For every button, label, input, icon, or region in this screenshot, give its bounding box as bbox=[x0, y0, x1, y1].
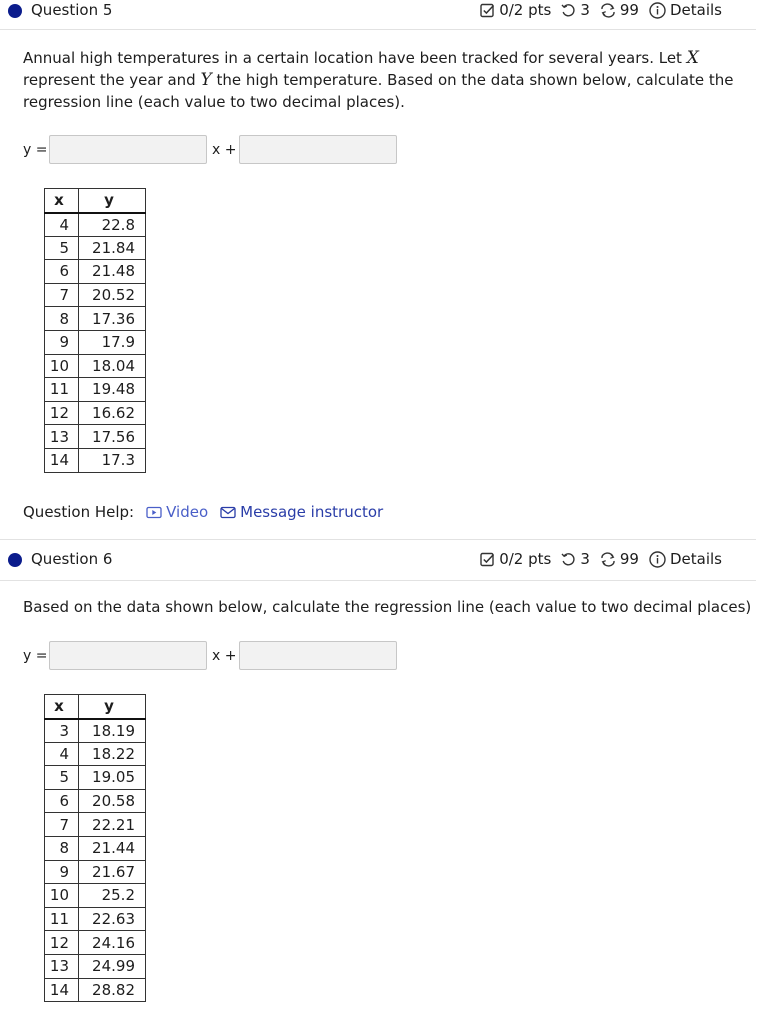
table-row bbox=[45, 425, 146, 449]
table-row bbox=[45, 236, 146, 260]
column-header-x: x bbox=[45, 695, 79, 719]
cell-x: 8 bbox=[45, 307, 79, 331]
slope-input[interactable] bbox=[49, 641, 207, 670]
video-link[interactable] bbox=[146, 503, 208, 521]
cell-y: 18.22 bbox=[79, 742, 146, 766]
equation-y-label: y = bbox=[23, 142, 48, 158]
cell-x: 9 bbox=[45, 860, 79, 884]
table-row bbox=[45, 789, 146, 813]
attempts-count: 99 bbox=[619, 1, 639, 19]
cell-y: 21.84 bbox=[79, 236, 146, 260]
question-prompt: Based on the data shown below, calculate the regression line (each value to two decimal places) bbox=[23, 598, 752, 616]
mail-icon bbox=[220, 506, 236, 519]
column-header-y: y bbox=[79, 695, 146, 719]
table-row bbox=[45, 401, 146, 425]
question-header bbox=[0, 0, 756, 30]
video-link-label: Video bbox=[166, 503, 209, 521]
table-row bbox=[45, 260, 146, 284]
points-text: 0/2 pts bbox=[499, 1, 552, 19]
cell-x: 13 bbox=[45, 954, 79, 978]
cell-y: 28.82 bbox=[79, 978, 146, 1002]
cell-x: 11 bbox=[45, 907, 79, 931]
attempts-count: 99 bbox=[619, 550, 639, 568]
table-row bbox=[45, 813, 146, 837]
cell-y: 19.48 bbox=[79, 378, 146, 402]
cell-x: 13 bbox=[45, 425, 79, 449]
data-table bbox=[44, 188, 146, 473]
retries-count: 3 bbox=[580, 1, 590, 19]
table-row bbox=[45, 330, 146, 354]
info-icon[interactable] bbox=[649, 551, 666, 568]
table-row bbox=[45, 213, 146, 237]
question-status-dot bbox=[8, 553, 22, 567]
checkbox-icon bbox=[480, 552, 495, 567]
cell-x: 6 bbox=[45, 789, 79, 813]
regression-equation-row bbox=[23, 135, 423, 167]
question-prompt bbox=[23, 47, 753, 113]
cell-y: 19.05 bbox=[79, 766, 146, 790]
table-row bbox=[45, 860, 146, 884]
variable-x: X bbox=[686, 48, 699, 68]
intercept-input[interactable] bbox=[239, 641, 397, 670]
info-icon[interactable] bbox=[649, 2, 666, 19]
table-row bbox=[45, 719, 146, 743]
table-row bbox=[45, 931, 146, 955]
table-row bbox=[45, 954, 146, 978]
cell-y: 25.2 bbox=[79, 884, 146, 908]
cell-y: 17.36 bbox=[79, 307, 146, 331]
cell-y: 21.48 bbox=[79, 260, 146, 284]
cell-y: 18.19 bbox=[79, 719, 146, 743]
cell-x: 4 bbox=[45, 742, 79, 766]
cell-y: 24.99 bbox=[79, 954, 146, 978]
column-header-y: y bbox=[79, 189, 146, 213]
cell-x: 6 bbox=[45, 260, 79, 284]
details-link[interactable]: Details bbox=[669, 1, 722, 19]
cell-x: 8 bbox=[45, 836, 79, 860]
points-text: 0/2 pts bbox=[499, 550, 552, 568]
table-row bbox=[45, 378, 146, 402]
cell-y: 18.04 bbox=[79, 354, 146, 378]
table-header-row bbox=[45, 189, 146, 213]
cell-x: 10 bbox=[45, 354, 79, 378]
cell-y: 20.58 bbox=[79, 789, 146, 813]
column-header-x: x bbox=[45, 189, 79, 213]
cell-y: 22.8 bbox=[79, 213, 146, 237]
checkbox-icon bbox=[480, 3, 495, 18]
cell-x: 9 bbox=[45, 330, 79, 354]
question-title: Question 6 bbox=[31, 550, 113, 568]
cell-x: 10 bbox=[45, 884, 79, 908]
attempts-icon bbox=[600, 3, 616, 18]
retry-icon bbox=[561, 3, 576, 18]
cell-x: 4 bbox=[45, 213, 79, 237]
details-link[interactable]: Details bbox=[669, 550, 722, 568]
message-instructor-label: Message instructor bbox=[240, 503, 384, 521]
table-header-row bbox=[45, 695, 146, 719]
data-table bbox=[44, 694, 146, 1002]
equation-y-label: y = bbox=[23, 648, 48, 664]
cell-y: 24.16 bbox=[79, 931, 146, 955]
retry-icon bbox=[561, 552, 576, 567]
cell-x: 12 bbox=[45, 401, 79, 425]
variable-y: Y bbox=[200, 70, 212, 90]
question-header bbox=[0, 539, 756, 581]
table-row bbox=[45, 354, 146, 378]
cell-y: 22.63 bbox=[79, 907, 146, 931]
prompt-text: Annual high temperatures in a certain location have been tracked for several years. Let bbox=[23, 49, 687, 67]
help-label: Question Help: bbox=[23, 503, 135, 521]
table-row bbox=[45, 742, 146, 766]
question-meta bbox=[480, 1, 722, 19]
cell-x: 11 bbox=[45, 378, 79, 402]
cell-x: 14 bbox=[45, 978, 79, 1002]
video-icon bbox=[146, 506, 162, 519]
table-row bbox=[45, 307, 146, 331]
attempts-icon bbox=[600, 552, 616, 567]
intercept-input[interactable] bbox=[239, 135, 397, 164]
retries-count: 3 bbox=[580, 550, 590, 568]
cell-y: 22.21 bbox=[79, 813, 146, 837]
cell-x: 3 bbox=[45, 719, 79, 743]
equation-x-label: x + bbox=[212, 142, 237, 158]
cell-x: 7 bbox=[45, 813, 79, 837]
cell-y: 17.3 bbox=[79, 448, 146, 472]
prompt-text: the high temperature. Based on the data shown below, calculate the regression line (each value to two decimal places). bbox=[23, 71, 734, 111]
cell-x: 12 bbox=[45, 931, 79, 955]
cell-x: 7 bbox=[45, 283, 79, 307]
question-help bbox=[23, 503, 383, 521]
equation-x-label: x + bbox=[212, 648, 237, 664]
prompt-text: represent the year and bbox=[23, 71, 201, 89]
table-row bbox=[45, 907, 146, 931]
table-row bbox=[45, 884, 146, 908]
cell-y: 20.52 bbox=[79, 283, 146, 307]
question-meta bbox=[480, 550, 722, 568]
cell-y: 17.56 bbox=[79, 425, 146, 449]
table-row bbox=[45, 978, 146, 1002]
slope-input[interactable] bbox=[49, 135, 207, 164]
cell-y: 17.9 bbox=[79, 330, 146, 354]
cell-y: 21.67 bbox=[79, 860, 146, 884]
regression-equation-row bbox=[23, 641, 423, 673]
cell-x: 14 bbox=[45, 448, 79, 472]
question-status-dot bbox=[8, 4, 22, 18]
message-instructor-link[interactable] bbox=[220, 503, 383, 521]
cell-x: 5 bbox=[45, 766, 79, 790]
table-row bbox=[45, 766, 146, 790]
cell-x: 5 bbox=[45, 236, 79, 260]
table-row bbox=[45, 836, 146, 860]
cell-y: 16.62 bbox=[79, 401, 146, 425]
cell-y: 21.44 bbox=[79, 836, 146, 860]
question-title: Question 5 bbox=[31, 1, 113, 19]
table-row bbox=[45, 448, 146, 472]
table-row bbox=[45, 283, 146, 307]
